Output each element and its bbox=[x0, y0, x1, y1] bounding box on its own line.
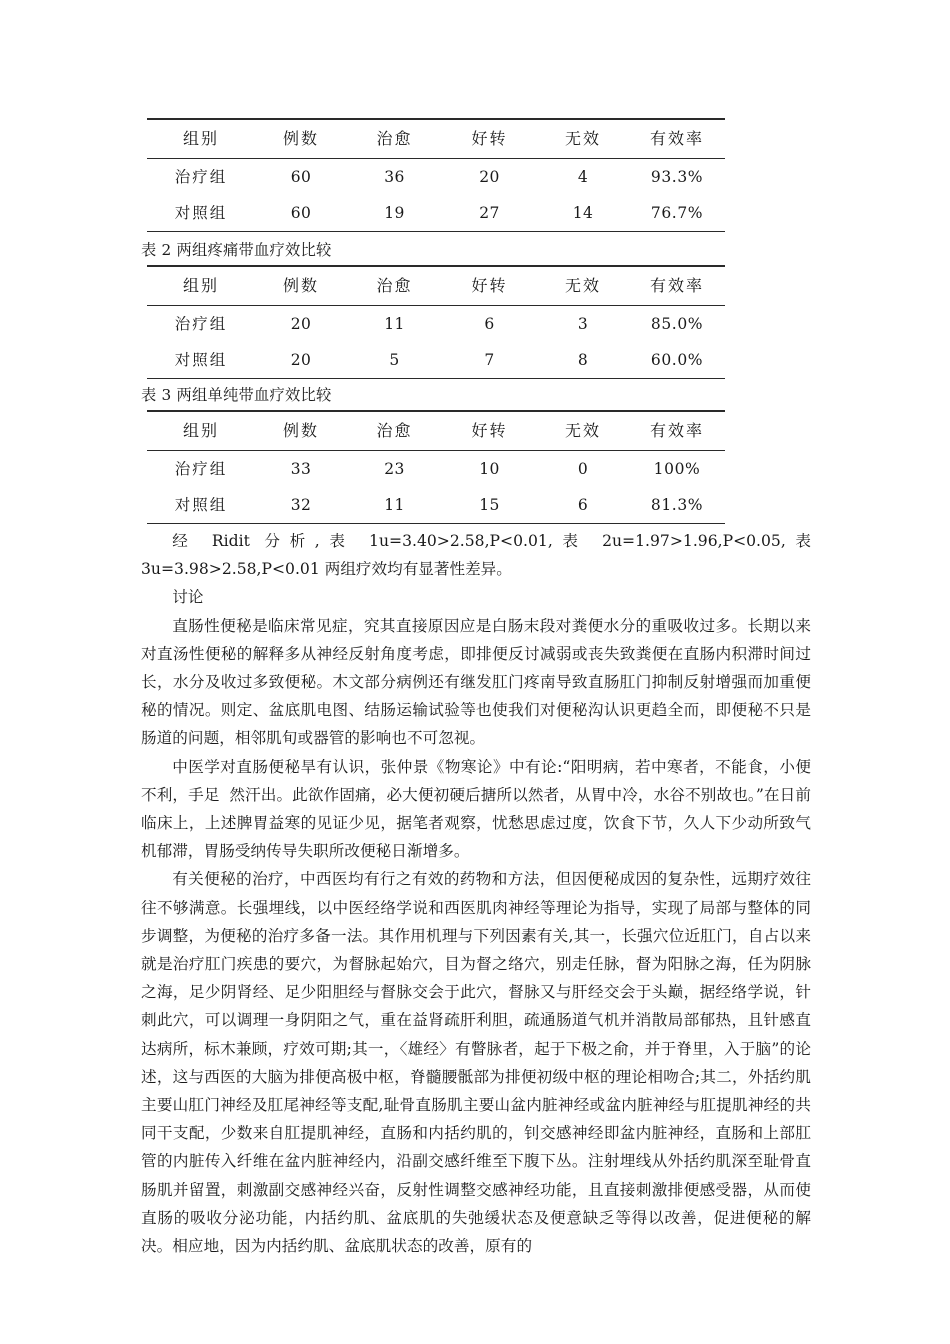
table-3-caption: 表 3 两组单纯带血疗效比较 bbox=[141, 386, 332, 404]
table-row bbox=[147, 487, 725, 524]
cell-cured: 23 bbox=[384, 460, 405, 478]
paragraph-2-segment-a: 中医学对直肠便秘旱有认识，张仲景《物寒论》中有论:“阳明病，若中寒者，不能食，小便不利，手足 bbox=[141, 757, 811, 804]
cell-improved: 15 bbox=[442, 487, 537, 524]
cell-cases: 32 bbox=[255, 487, 347, 524]
cell-cases: 20 bbox=[290, 315, 312, 333]
table-2-body bbox=[147, 306, 725, 379]
col-header-cured: 治愈 bbox=[347, 266, 442, 306]
col-header-group: 组别 bbox=[147, 266, 255, 306]
cell-improved: 27 bbox=[442, 195, 537, 232]
col-header-improved: 好转 bbox=[442, 411, 537, 451]
cell-group: 治疗组 bbox=[174, 315, 228, 333]
table-header-row bbox=[147, 411, 725, 451]
cell-ineffective: 3 bbox=[577, 315, 589, 333]
table-2-caption: 表 2 两组疼痛带血疗效比较 bbox=[141, 241, 332, 259]
table-2-block bbox=[141, 237, 811, 379]
col-header-rate: 有效率 bbox=[629, 266, 725, 306]
cell-cases: 20 bbox=[255, 342, 347, 379]
col-header-cases: 例数 bbox=[255, 411, 347, 451]
paragraph-tcm-understanding bbox=[141, 753, 811, 866]
col-header-group: 组别 bbox=[147, 411, 255, 451]
col-header-cases: 例数 bbox=[255, 266, 347, 306]
cell-improved: 6 bbox=[484, 315, 495, 333]
cell-rate: 81.3% bbox=[629, 487, 725, 524]
efficacy-table-1 bbox=[147, 118, 725, 232]
efficacy-table-2 bbox=[147, 265, 725, 379]
cell-rate: 76.7% bbox=[629, 195, 725, 232]
table-3-header bbox=[147, 411, 725, 451]
cell-cured: 19 bbox=[347, 195, 442, 232]
cell-group: 治疗组 bbox=[174, 168, 228, 186]
col-header-rate: 有效率 bbox=[629, 119, 725, 159]
cell-cases: 60 bbox=[255, 195, 347, 232]
paragraph-rectal-constipation: 直肠性便秘是临床常见症，究其直接原因应是白肠末段对粪便水分的重吸收过多。长期以来对直汤性便秘的解释多从神经反射角度考虑，即排便反讨减弱或丧失致粪便在直肠内积滞时间过长，水分及收过多致便秘。木文部分病例还有继发肛门疼南导致直肠肛门抑制反射增强而加重便秘的情况。则定、盆底肌电图、结肠运输试验等也使我们对便秘沟认识更趋全而，即便秘不只是肠道的问题，相邻肌旬或器管的影响也不可忽视。 bbox=[141, 616, 811, 748]
cell-ineffective: 14 bbox=[537, 195, 629, 232]
cell-group: 对照组 bbox=[147, 487, 255, 524]
col-header-cured: 治愈 bbox=[347, 411, 442, 451]
cell-ineffective: 8 bbox=[537, 342, 629, 379]
cell-group: 对照组 bbox=[147, 195, 255, 232]
table-row bbox=[147, 451, 725, 488]
table-2-header bbox=[147, 266, 725, 306]
table-row bbox=[147, 306, 725, 343]
cell-cases: 60 bbox=[290, 168, 312, 186]
cell-improved: 20 bbox=[479, 168, 500, 186]
col-header-cases: 例数 bbox=[255, 119, 347, 159]
cell-group: 对照组 bbox=[147, 342, 255, 379]
paragraph-treatment-mechanism: 有关便秘的治疗，中西医均有行之有效的药物和方法，但因便秘成因的复杂性，远期疗效往往不够满意。长强埋线，以中医经络学说和西医肌肉神经等理论为指导，实现了局部与整体的同步调整，为便秘的治疗多备一法。其作用机理与下列因素有关,其一，长强穴位近肛门，自占以来就是治疗肛门疾患的要穴，为督脉起始穴，目为督之络穴，别走任脉，督为阳脉之海，任为阴脉之海，足少阴肾经、足少阳胆经与督脉交会于此穴，督脉又与肝经交会于头巅，据经络学说，针刺此穴，可以调理一身阴阳之气，重在益肾疏肝利胆，疏通肠道气机并消散局部郁热，且针感直达病所，标木兼顾，疗效可期;其一，〈雄经〉有瞥脉者，起于下极之俞，并于脊里，入于脑”的论述，这与西医的大脑为排便高极中枢，脊髓腰骶部为排便初级中枢的理论相吻合;其二，外括约肌主要山肛门神经及肛尾神经等支配,耻骨直肠肌主要山盆内脏神经或盆内脏神经与肛提肌神经的共同干支配，少数来自肛提肌神经，直肠和内括约肌的，钊交感神经即盆内脏神经，直肠和上部肛管的内脏传入纤维在盆内脏神经内，沿副交感纤维至下腹下丛。注射埋线从外括约肌深至耻骨直肠肌并留置，刺激副交感神经兴奋，反射性调整交感神经功能，且直接刺激排便感受器，从而使直肠的吸收分泌功能，内括约肌、盆底肌的失弛缓状态及便意缺乏等得以改善，促进便秘的解决。相应地，因为内括约肌、盆底肌状态的改善，原有的 bbox=[141, 870, 811, 1256]
cell-rate: 60.0% bbox=[629, 342, 725, 379]
table-header-row bbox=[147, 119, 725, 159]
table-1-block bbox=[141, 118, 811, 232]
table-header-row bbox=[147, 266, 725, 306]
cell-improved: 10 bbox=[479, 460, 500, 478]
col-header-ineffective: 无效 bbox=[537, 119, 629, 159]
cell-rate: 93.3% bbox=[650, 168, 704, 186]
col-header-improved: 好转 bbox=[442, 119, 537, 159]
cell-cured: 11 bbox=[384, 315, 405, 333]
cell-cured: 36 bbox=[384, 168, 405, 186]
col-header-ineffective: 无效 bbox=[537, 411, 629, 451]
cell-group: 治疗组 bbox=[174, 460, 228, 478]
col-header-ineffective: 无效 bbox=[537, 266, 629, 306]
statistics-paragraph: 经 Ridit 分析,表 1u=3.40>2.58,P<0.01,表 2u=1.97>1.96,P<0.05,表 3u=3.98>2.58,P<0.01 两组疗效均有显著性差异。 bbox=[141, 532, 811, 579]
table-3-body bbox=[147, 451, 725, 524]
table-3-block bbox=[141, 382, 811, 524]
paragraph-2-segment-b: 然汗出。此欲作固痛，必大便初硬后搪所以然者，从胃中冷，水谷不别故也。”在日前临床上，上述脾胃益寒的见证少见，据笔者观察，忧愁思虑过度，饮食下节，久人下少动所致气机郁滞，胃肠受纳传导失职所改便秘日渐增多。 bbox=[141, 785, 811, 861]
table-row bbox=[147, 342, 725, 379]
cell-improved: 7 bbox=[442, 342, 537, 379]
cell-cases: 33 bbox=[290, 460, 312, 478]
cell-ineffective: 4 bbox=[577, 168, 589, 186]
col-header-group: 组别 bbox=[147, 119, 255, 159]
cell-rate: 100% bbox=[653, 460, 701, 478]
cell-ineffective: 0 bbox=[577, 460, 589, 478]
table-1-header bbox=[147, 119, 725, 159]
cell-ineffective: 6 bbox=[537, 487, 629, 524]
cell-rate: 85.0% bbox=[650, 315, 704, 333]
cell-cured: 5 bbox=[347, 342, 442, 379]
table-row bbox=[147, 195, 725, 232]
efficacy-table-3 bbox=[147, 410, 725, 524]
table-1-body bbox=[147, 159, 725, 232]
section-heading-discussion: 讨论 bbox=[172, 588, 204, 607]
table-row bbox=[147, 159, 725, 196]
col-header-rate: 有效率 bbox=[629, 411, 725, 451]
page-content bbox=[141, 118, 811, 1260]
col-header-improved: 好转 bbox=[442, 266, 537, 306]
cell-cured: 11 bbox=[347, 487, 442, 524]
col-header-cured: 治愈 bbox=[347, 119, 442, 159]
